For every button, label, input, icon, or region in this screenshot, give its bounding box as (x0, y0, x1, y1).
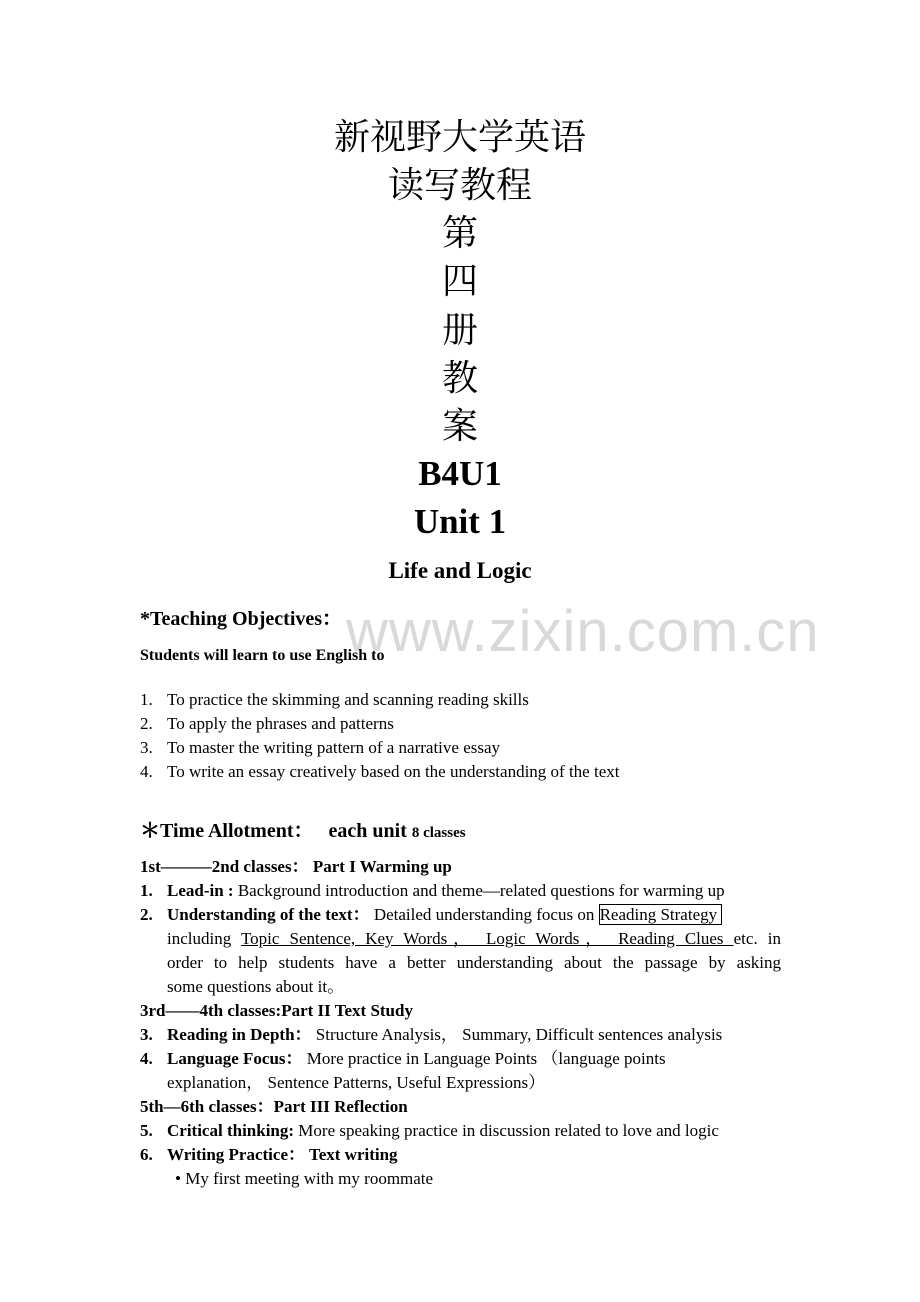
title-cn-line-4: 四 (441, 261, 478, 302)
objective-number: 3. (140, 738, 153, 757)
part2-header-text: 3rd——4th classes:Part II Text Study (140, 1001, 413, 1020)
item-text: etc. in (733, 929, 781, 948)
item-number: 6. (140, 1145, 153, 1164)
part1-item-understanding-line-3 (167, 951, 781, 975)
item-label: Understanding of the text： (167, 905, 370, 924)
time-allotment-value: each unit (328, 820, 412, 842)
part1-header-text: 1st———2nd classes： Part I Warming up (140, 857, 452, 876)
objective-number: 4. (140, 762, 153, 781)
unit-subtitle: Life and Logic (388, 558, 532, 583)
item-number: 2. (140, 905, 153, 924)
part1-item-understanding-line-2 (167, 927, 781, 951)
part1-item-understanding (140, 903, 785, 927)
star-icon: ＊ (140, 820, 160, 842)
title-cn-line-1: 新视野大学英语 (333, 117, 586, 158)
title-cn-line-7: 案 (441, 406, 478, 447)
part3-item-writing (140, 1143, 785, 1167)
item-label: Critical thinking: (167, 1121, 295, 1140)
book-unit-code: B4U1 (418, 454, 502, 493)
part2-header (140, 999, 785, 1023)
objective-item (140, 736, 785, 760)
title-cn-line-5: 册 (441, 310, 478, 351)
objective-text: To master the writing pattern of a narrative essay (167, 738, 501, 757)
objective-text: To apply the phrases and patterns (167, 714, 394, 733)
item-label: Reading in Depth： (167, 1025, 312, 1044)
item-text: explanation， Sentence Patterns, Useful Expressions） (167, 1073, 546, 1092)
objective-item (140, 712, 785, 736)
item-text: Background introduction and theme—related questions for warming up (233, 881, 725, 900)
part3-header-text: 5th—6th classes：Part III Reflection (140, 1097, 408, 1116)
part1-item-lead-in (140, 879, 785, 903)
time-allotment-heading (140, 818, 466, 846)
objective-number: 1. (140, 690, 153, 709)
item-text: More practice in Language Points （language points (302, 1049, 666, 1068)
item-number: 1. (140, 881, 153, 900)
objectives-intro (140, 644, 785, 668)
item-label: Lead-in : (167, 881, 234, 900)
item-text: More speaking practice in discussion related to love and logic (294, 1121, 719, 1140)
item-number: 5. (140, 1121, 153, 1140)
item-text: Structure Analysis， Summary, Difficult sentences analysis (311, 1025, 723, 1044)
objectives-heading: *Teaching Objectives： (140, 608, 343, 630)
title-cn-line-3: 第 (441, 213, 478, 254)
objective-text: To write an essay creatively based on the understanding of the text (167, 762, 620, 781)
item-number: 3. (140, 1025, 153, 1044)
part1-item-understanding-line-4 (167, 975, 781, 999)
objective-number: 2. (140, 714, 153, 733)
title-cn-line-2: 读写教程 (387, 165, 532, 206)
part2-item-language-line-2 (167, 1071, 781, 1095)
objective-text: To practice the skimming and scanning reading skills (167, 690, 529, 709)
watermark: www.zixin.com.cn (346, 599, 820, 664)
item-text: order to help students have a better understanding about the passage by asking (167, 953, 781, 972)
part2-item-reading (140, 1023, 785, 1047)
bullet-text: • My first meeting with my roommate (175, 1169, 434, 1188)
item-label: Writing Practice： Text writing (167, 1145, 398, 1164)
title-cn-line-6: 教 (441, 358, 478, 399)
objective-item (140, 688, 785, 712)
time-allotment-classes: 8 classes (411, 825, 466, 841)
part1-header (140, 855, 785, 879)
part2-item-language (140, 1047, 785, 1071)
objective-item (140, 760, 785, 784)
time-allotment-label: Time Allotment： (160, 820, 314, 842)
item-text: Detailed understanding focus on (369, 905, 599, 924)
reading-strategy-box: Reading Strategy (599, 904, 723, 925)
part3-header (140, 1095, 785, 1119)
unit-title: Unit 1 (413, 502, 507, 541)
writing-topic-bullet (175, 1167, 775, 1191)
item-text-underlined: Topic Sentence, Key Words， Logic Words， Reading Clues (240, 929, 734, 948)
item-label: Language Focus： (167, 1049, 303, 1068)
part3-item-critical (140, 1119, 785, 1143)
objectives-intro-text: Students will learn to use English to (140, 647, 385, 664)
item-text: some questions about it。 (167, 977, 345, 996)
item-number: 4. (140, 1049, 153, 1068)
item-text: including (167, 929, 241, 948)
